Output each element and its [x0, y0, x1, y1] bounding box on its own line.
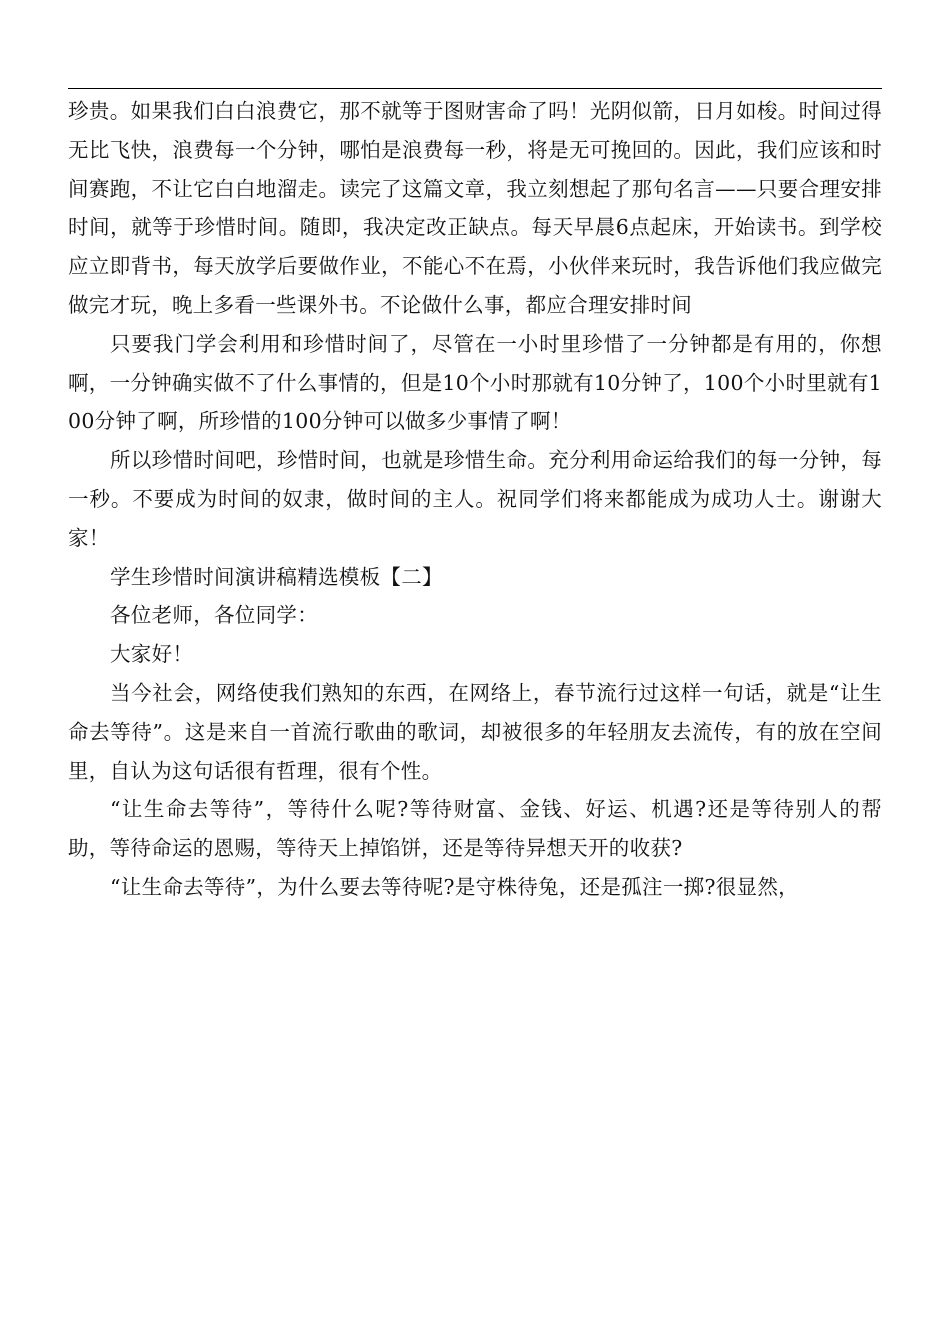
paragraph-8: “让生命去等待”，等待什么呢?等待财富、金钱、好运、机遇?还是等待别人的帮助，等待命运的恩赐，等待天上掉馅饼，还是等待异想天开的收获? [68, 797, 882, 861]
paragraph-3: 所以珍惜时间吧，珍惜时间，也就是珍惜生命。充分利用命运给我们的每一分钟，每一秒。不要成为时间的奴隶，做时间的主人。祝同学们将来都能成为成功人士。谢谢大家！ [68, 448, 882, 550]
paragraph-9: “让生命去等待”，为什么要去等待呢?是守株待兔，还是孤注一掷?很显然， [110, 874, 799, 899]
paragraph-2: 只要我门学会利用和珍惜时间了，尽管在一小时里珍惜了一分钟都是有用的，你想啊，一分钟确实做不了什么事情的，但是10个小时那就有10分钟了，100个小时里就有100分钟了啊，所珍惜的100分钟可以做多少事情了啊！ [68, 331, 882, 434]
paragraph-1: 珍贵。如果我们白白浪费它，那不就等于图财害命了吗！光阴似箭，日月如梭。时间过得无比飞快，浪费每一个分钟，哪怕是浪费每一秒，将是无可挽回的。因此，我们应该和时间赛跑，不让它白白地溜走。读完了这篇文章，我立刻想起了那句名言——只要合理安排时间，就等于珍惜时间。随即，我决定改正缺点。每天早晨6点起床，开始读书。到学校应立即背书，每天放学后要做作业，不能心不在焉，小伙伴来玩时，我告诉他们我应做完做完才玩，晚上多看一些课外书。不论做什么事，都应合理安排时间 [68, 99, 882, 317]
paragraph-7: 当今社会，网络使我们熟知的东西，在网络上，春节流行过这样一句话，就是“让生命去等待”。这是来自一首流行歌曲的歌词，却被很多的年轻朋友去流传，有的放在空间里，自认为这句话很有哲理，很有个性。 [68, 680, 882, 783]
document-body [68, 92, 882, 907]
section-title: 学生珍惜时间演讲稿精选模板【二】 [110, 564, 443, 589]
salutation: 各位老师，各位同学： [110, 603, 318, 628]
greeting: 大家好！ [110, 642, 194, 667]
header-rule [68, 88, 882, 89]
